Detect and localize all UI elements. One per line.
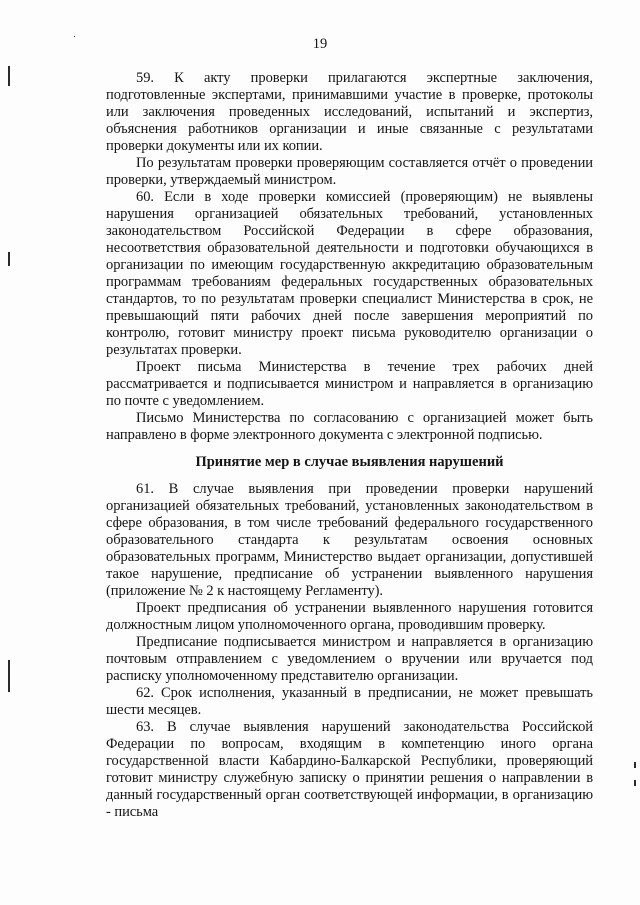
scan-mark (634, 762, 636, 768)
paragraph-60-letter-draft: Проект письма Министерства в течение трех рабочих дней рассматривается и подписывается министром и направляется в организацию по почте с уведомлением. (106, 359, 593, 409)
paragraph-62: 62. Срок исполнения, указанный в предписании, не может превышать шести месяцев. (106, 685, 593, 718)
paragraph-59: 59. К акту проверки прилагаются экспертные заключения, подготовленные экспертами, принимавшими участие в проверке, протоколы или заключения проведенных исследований, испытаний и экспертиз, объяснения работников организации и иные связанные с результатами проверки документы или их копии. (106, 70, 593, 154)
paragraph-61-order-signing: Предписание подписывается министром и направляется в организацию почтовым отправлением с уведомлением о вручении или вручается под расписку уполномоченному представителю организации. (106, 634, 593, 684)
paragraph-63: 63. В случае выявления нарушений законодательства Российской Федерации по вопросам, входящим в компетенцию иного органа государственной власти Кабардино-Балкарской Республики, проверяющий готовит министру служебную записку о принятии решения о направлении в данный государственный орган соответствующей информации, в организацию - письма (106, 719, 593, 820)
document-body (106, 70, 593, 821)
paragraph-59-report: По результатам проверки проверяющим составляется отчёт о проведении проверки, утверждаемый министром. (106, 155, 593, 188)
section-heading: Принятие мер в случае выявления нарушений (195, 454, 504, 470)
scan-mark (8, 66, 10, 86)
paragraph-60: 60. Если в ходе проверки комиссией (проверяющим) не выявлены нарушения организацией обязательных требований, установленных законодательством Российской Федерации в сфере образования, несоответствия образовательной деятельности и подготовки обучающихся в организации по имеющим государственную аккредитацию образовательным программам требованиям федеральных государственных образовательных стандартов, то по результатам проверки специалист Министерства в срок, не превышающий пяти рабочих дней после завершения мероприятий по контролю, готовит министру проект письма руководителю организации о результатах проверки. (106, 189, 593, 358)
paragraph-60-electronic-letter: Письмо Министерства по согласованию с организацией может быть направлено в форме электронного документа с электронной подписью. (106, 410, 593, 443)
scan-mark (8, 252, 10, 266)
paragraph-61-draft-order: Проект предписания об устранении выявленного нарушения готовится должностным лицом уполномоченного органа, проводившим проверку. (106, 600, 593, 633)
scan-mark (74, 36, 75, 37)
paragraph-61: 61. В случае выявления при проведении проверки нарушений организацией обязательных требований, установленных законодательством в сфере образования, в том числе требований федерального государственного образовательного стандарта к результатам освоения основных образовательных программ, Министерство выдает организации, допустившей такое нарушение, предписание об устранении выявленного нарушения (приложение № 2 к настоящему Регламенту). (106, 481, 593, 599)
scan-mark (634, 780, 636, 786)
page-number: 19 (312, 36, 328, 52)
scan-mark (8, 660, 10, 692)
